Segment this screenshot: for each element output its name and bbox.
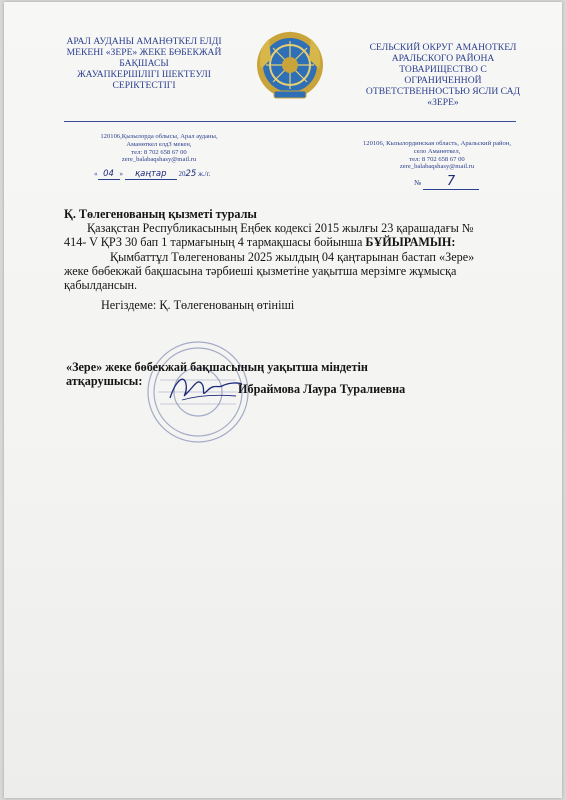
header-right-line: СЕЛЬСКИЙ ОКРУГ АМАНОТКЕЛ [369,42,517,53]
header-right-line: ОТВЕТСТВЕННОСТЬЮ ЯСЛИ САД [365,86,521,97]
date-year-suffix: 25 [185,169,197,179]
document-number [414,174,479,190]
preamble-line-1: Қазақстан Республикасының Еңбек кодексі 2015 жылғы 23 қарашадағы № [87,221,474,235]
preamble-line-2 [64,235,455,249]
header-left-line: АРАЛ АУДАНЫ АМАНӨТКЕЛ ЕЛДІ [66,36,222,47]
address-left-line: zere_balabaqshasy@mail.ru [121,156,197,164]
date-month: қаңтар [134,169,167,179]
date-year-prefix: 20 [178,170,186,178]
header-left-line: МЕКЕНІ «ЗЕРЕ» ЖЕКЕ БӨБЕКЖАЙ [66,47,222,58]
date-day: 04 [103,169,114,179]
address-left [64,133,254,164]
document-date [94,169,264,183]
header-right-org-name [338,42,548,108]
order-word: БҰЙЫРАМЫН: [365,235,456,249]
number-label: № [414,178,422,187]
header-right-line: «ЗЕРЕ» [427,97,459,108]
header-left-org-name [44,36,244,91]
header-right-line: ОГРАНИЧЕННОЙ [404,75,482,86]
kazakhstan-state-emblem-icon [255,29,325,104]
address-left-line: тел: 8 702 658 67 00 [131,148,187,156]
address-left-line: Аманөткел елдЗ мекен, [126,140,192,148]
header-divider [64,121,516,122]
order-line-2: жеке бөбекжай бақшасына тәрбиеші қызметіне уақытша мерзімге жұмысқа [64,264,457,278]
order-line-3: қабылдансын. [64,278,138,292]
address-right-line: село Аманөткел, [413,147,461,155]
date-close-quote: » [119,170,123,178]
preamble-text: 414- V ҚРЗ 30 бап 1 тармағының 4 тармақшасы бойынша [64,235,366,249]
basis-line: Негіздеме: Қ. Төлегенованың өтініші [101,298,295,312]
document-title: Қ. Төлегенованың қызметі туралы [64,207,257,221]
signer-role-line-2: атқарушысы: [66,374,143,388]
header-left-line: ЖАУАПКЕРШІЛІГІ ШЕКТЕУЛІ [77,69,211,80]
address-right-line: zere_balabaqshasy@mail.ru [399,163,475,171]
header-right-line: ТОВАРИЩЕСТВО С [399,64,487,75]
address-left-line: 120106,Қызылорда облысы, Арал ауданы, [100,133,218,140]
date-suffix: ж./г. [198,170,211,178]
signer-name: Ибраймова Лаура Туралиевна [238,382,406,396]
address-right [342,140,532,171]
number-value: 7 [446,174,456,189]
header-left-line: БАҚШАСЫ [119,58,169,69]
address-right-line: тел: 8 702 658 67 00 [409,155,465,163]
header-left-line: СЕРІКТЕСТІГІ [112,80,176,91]
document-page [4,2,562,798]
header-right-line: АРАЛЬСКОГО РАЙОНА [391,53,495,64]
order-line-1: Қымбаттұл Төлегенованы 2025 жылдың 04 қаңтарынан бастап «Зере» [110,250,475,264]
date-open-quote: « [94,170,98,178]
address-right-line: 120106, Кызылординская область, Аральский район, [362,140,511,147]
signer-role-line-1: «Зере» жеке бөбекжай бақшасының уақытша міндетін [66,360,368,374]
handwritten-signature-icon [166,370,244,406]
